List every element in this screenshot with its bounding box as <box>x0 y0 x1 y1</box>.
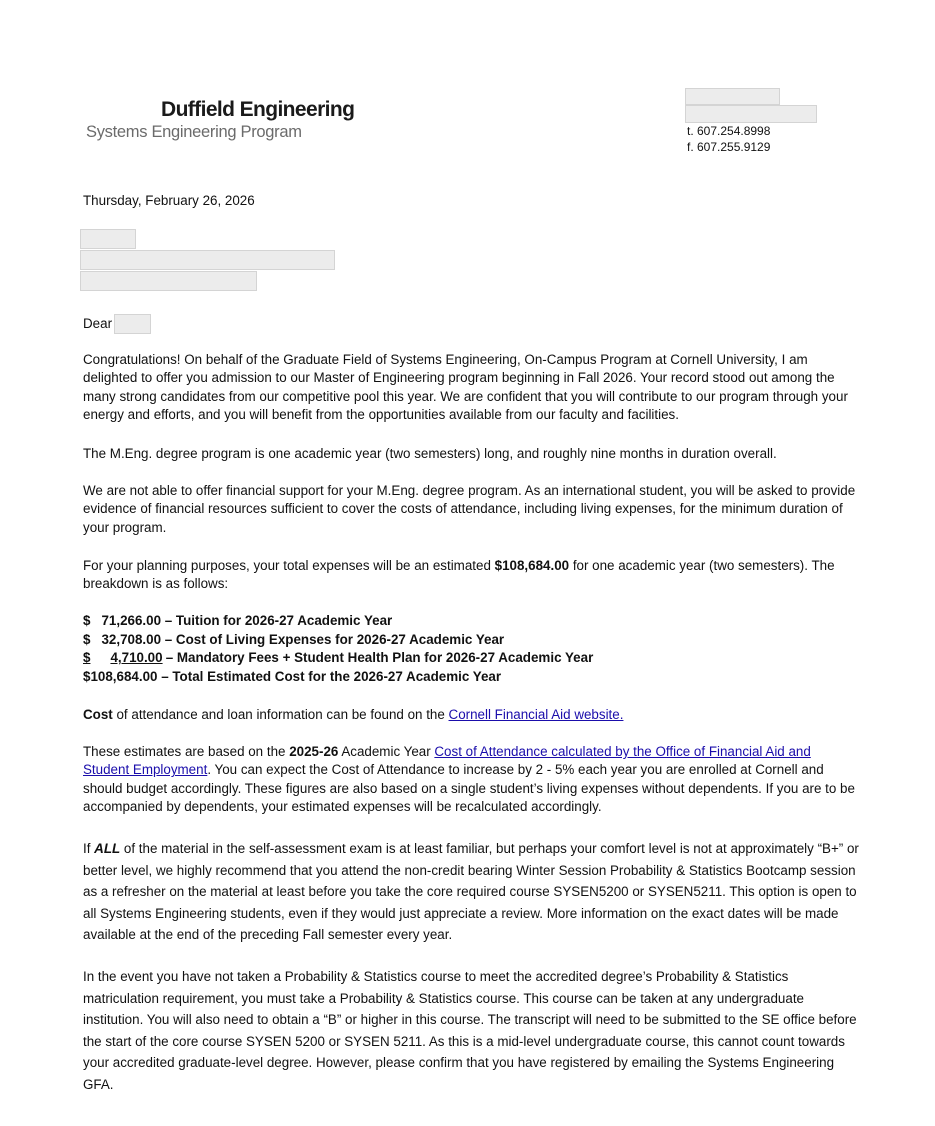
phone-number: t. 607.254.8998 <box>687 124 771 138</box>
total-expenses-amount: $108,684.00 <box>494 558 570 573</box>
redacted-recipient-name <box>80 229 136 249</box>
total-description: – Total Estimated Cost for the 2026-27 Academic Year <box>161 669 502 684</box>
financial-aid-text: of attendance and loan information can be found on the <box>112 707 449 722</box>
cost-currency: $ <box>83 613 91 628</box>
cost-row-tuition <box>83 612 392 631</box>
salutation-text: Dear <box>83 316 113 331</box>
paragraph-estimates <box>83 743 859 817</box>
redacted-recipient-address-2 <box>80 271 257 291</box>
cost-bold: Cost <box>83 707 113 722</box>
cost-row-living <box>83 631 504 650</box>
estimates-year: 2025-26 <box>289 744 339 759</box>
cost-description: – Tuition for 2026-27 Academic Year <box>164 613 393 628</box>
cost-amount: 4,710.00 <box>110 650 163 665</box>
cost-currency: $ <box>83 650 91 665</box>
cost-row-fees <box>83 649 593 668</box>
fax-number: f. 607.255.9129 <box>687 140 771 154</box>
paragraph-probability-requirement: In the event you have not taken a Probability & Statistics course to meet the accredited degree’s Probability & Statistics matriculation requirement, you must take a Probability & Statistics course. This course can be taken at any undergraduate institution. You will also need to obtain a “B” or higher in this course. The transcript will need to be submitted to the SE office before the start of the core course SYSEN 5200 or SYSEN 5211. As this is a mid-level undergraduate course, this cannot count towards your accredited graduate-level degree. However, please confirm that you have registered by emailing the Systems Engineering GFA. <box>83 969 857 1092</box>
paragraph-financial-aid <box>83 706 859 724</box>
redacted-recipient-first-name <box>114 314 151 334</box>
bootcamp-pre: If <box>83 841 95 856</box>
paragraph-bootcamp <box>83 838 859 946</box>
cost-amount: 32,708.00 <box>101 632 162 647</box>
paragraph-financial-support: We are not able to offer financial support for your M.Eng. degree program. As an international student, you will be asked to provide evidence of financial resources sufficient to cover the costs of attendance, including living expenses, for the minimum duration of your program. <box>83 483 856 535</box>
total-expenses-pre: For your planning purposes, your total expenses will be an estimated <box>83 558 495 573</box>
bootcamp-post: of the material in the self-assessment exam is at least familiar, but perhaps your comfort level is not at approximately “B+” or better level, we highly recommend that you attend the non-credit bearing Winter Session Probability & Statistics Bootcamp session as a refresher on the material at least before you take the core required course SYSEN5200 or SYSEN5211. This option is open to all Systems Engineering students, even if they would just appreciate a review. More information on the exact dates will be made available at the end of the preceding Fall semester every year. <box>83 841 859 942</box>
cost-amount: 71,266.00 <box>101 613 162 628</box>
total-amount: $108,684.00 <box>83 669 158 684</box>
cost-description: – Cost of Living Expenses for 2026-27 Academic Year <box>164 632 505 647</box>
bootcamp-emphasis: ALL <box>94 841 121 856</box>
estimates-pre: These estimates are based on the <box>83 744 290 759</box>
redacted-recipient-address-1 <box>80 250 335 270</box>
redacted-sender-name <box>685 88 780 105</box>
total-expenses-post: for one academic year (two semesters). The breakdown is as follows: <box>83 558 835 592</box>
salutation <box>83 315 859 333</box>
paragraph-total-expenses <box>83 557 859 594</box>
logo-title: Duffield Engineering <box>161 98 355 121</box>
paragraph-program-length: The M.Eng. degree program is one academic year (two semesters) long, and roughly nine months in duration overall. <box>83 446 777 461</box>
estimates-mid: Academic Year <box>338 744 435 759</box>
cost-currency: $ <box>83 632 91 647</box>
cost-row-total <box>83 668 501 687</box>
estimates-post: . You can expect the Cost of Attendance to increase by 2 - 5% each year you are enrolled at Cornell and should budget accordingly. These figures are also based on a single student’s living expenses without dependents. If you are to be accompanied by dependents, your estimated expenses will be recalculated accordingly. <box>83 762 855 815</box>
cost-description: – Mandatory Fees + Student Health Plan for 2026-27 Academic Year <box>165 650 594 665</box>
logo-subtitle: Systems Engineering Program <box>86 123 302 141</box>
letter-date: Thursday, February 26, 2026 <box>83 193 255 208</box>
paragraph-congratulations: Congratulations! On behalf of the Graduate Field of Systems Engineering, On-Campus Program at Cornell University, I am delighted to offer you admission to our Master of Engineering program beginning in Fall 2026. Your record stood out among the many strong candidates from our competitive pool this year. We are confident that you will contribute to our program through your energy and efforts, and you will benefit from the opportunities available from our faculty and facilities. <box>83 352 848 423</box>
financial-aid-link[interactable]: Cornell Financial Aid website. <box>448 707 624 722</box>
redacted-sender-address <box>685 105 817 123</box>
cost-of-attendance-link[interactable]: Cost of Attendance calculated by the Office of Financial Aid and Student Employment <box>83 744 811 778</box>
cost-fees-amount-wrap <box>83 649 162 668</box>
